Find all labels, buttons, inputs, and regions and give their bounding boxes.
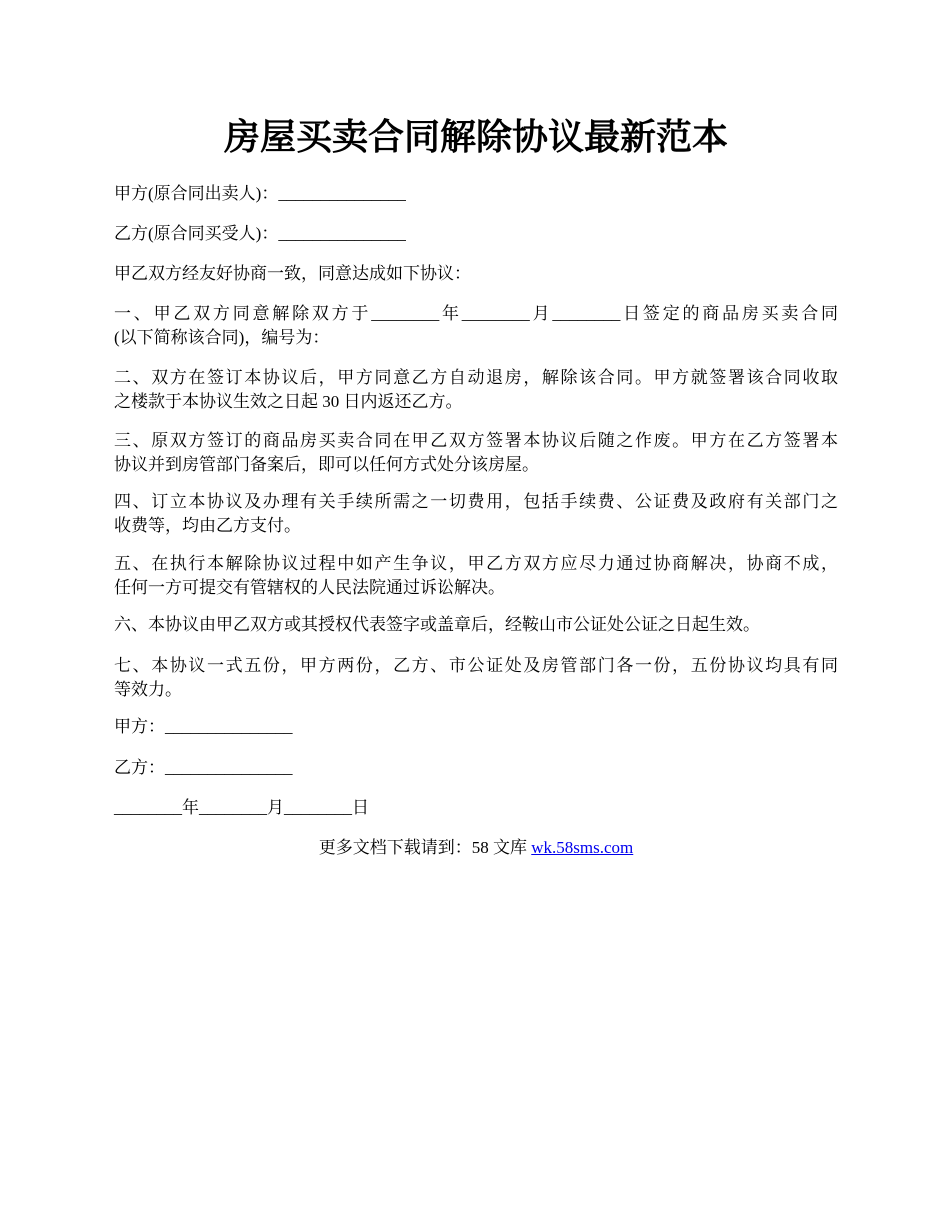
intro-text: 甲乙双方经友好协商一致，同意达成如下协议：: [114, 264, 471, 283]
clause-4-line-2: 收费等，均由乙方支付。: [114, 516, 301, 535]
clause-6: [114, 613, 838, 637]
clause-4-line-1: 四、订立本协议及办理有关手续所需之一切费用，包括手续费、公证费及政府有关部门之: [114, 492, 838, 511]
clause-1-line-2: (以下简称该合同)，编号为：: [114, 328, 330, 347]
footer-prefix: 更多文档下载请到：58 文库: [318, 838, 532, 857]
clause-5: [114, 552, 838, 600]
clause-5-line-2: 任何一方可提交有管辖权的人民法院通过诉讼解决。: [114, 578, 505, 597]
signature-party-b-text: 乙方：_______________: [114, 758, 293, 777]
signature-party-a-text: 甲方：_______________: [114, 717, 293, 736]
footer: [114, 836, 838, 860]
clause-2-line-2: 之楼款于本协议生效之日起 30 日内返还乙方。: [114, 392, 463, 411]
clause-7-line-2: 等效力。: [114, 680, 182, 699]
party-a-text: 甲方(原合同出卖人)：_______________: [114, 184, 406, 203]
party-b-line: [114, 222, 838, 246]
clause-7: [114, 654, 838, 702]
signing-date-text: ________年________月________日: [114, 798, 369, 817]
clause-4: [114, 490, 838, 538]
clause-5-line-1: 五、在执行本解除协议过程中如产生争议，甲乙方双方应尽力通过协商解决，协商不成，: [114, 554, 838, 573]
party-a-line: [114, 182, 838, 206]
clause-6-text: 六、本协议由甲乙双方或其授权代表签字或盖章后，经鞍山市公证处公证之日起生效。: [114, 615, 760, 634]
document-title: 房屋买卖合同解除协议最新范本: [223, 117, 728, 157]
signing-date: [114, 796, 838, 820]
signature-party-a: [114, 715, 838, 739]
party-b-text: 乙方(原合同买受人)：_______________: [114, 224, 406, 243]
clause-3-line-2: 协议并到房管部门备案后，即可以任何方式处分该房屋。: [114, 455, 539, 474]
clause-3-line-1: 三、原双方签订的商品房买卖合同在甲乙双方签署本协议后随之作废。甲方在乙方签署本: [114, 431, 838, 450]
clause-2: [114, 366, 838, 414]
intro-paragraph: [114, 262, 838, 286]
footer-link[interactable]: wk.58sms.com: [531, 838, 634, 857]
clause-3: [114, 429, 838, 477]
clause-1: [114, 302, 838, 350]
signature-party-b: [114, 756, 838, 780]
clause-1-line-1: 一、甲乙双方同意解除双方于________年________月________日签定的商品房买卖合同: [114, 304, 838, 323]
clause-2-line-1: 二、双方在签订本协议后，甲方同意乙方自动退房，解除该合同。甲方就签署该合同收取: [114, 368, 838, 387]
clause-7-line-1: 七、本协议一式五份，甲方两份，乙方、市公证处及房管部门各一份，五份协议均具有同: [114, 656, 838, 675]
